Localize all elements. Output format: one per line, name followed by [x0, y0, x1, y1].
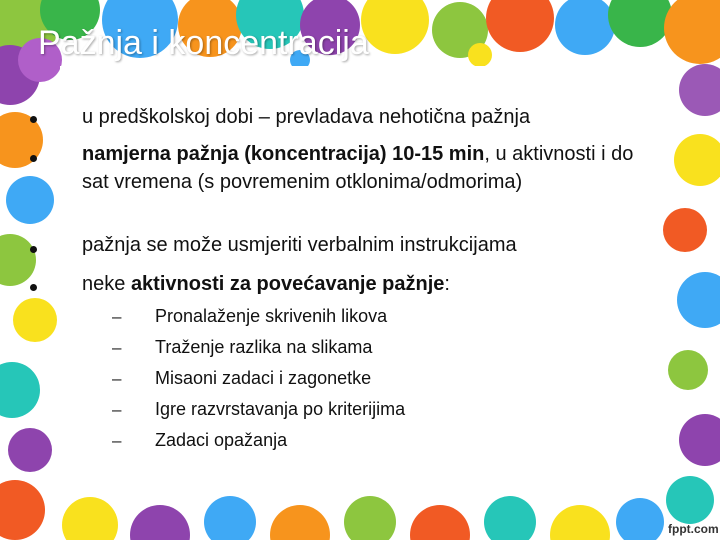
bullet-item: [82, 103, 638, 131]
dash-marker: –: [112, 307, 122, 326]
bullet-dot: [30, 284, 37, 291]
dash-marker: –: [112, 400, 122, 419]
bullet-bold-text: aktivnosti za povećavanje pažnje: [130, 273, 445, 295]
bullet-text: :: [444, 273, 450, 295]
dash-marker: –: [112, 431, 122, 450]
bullet-bold-text: namjerna pažnja (koncentracija) 10-15 min: [82, 143, 485, 165]
sub-list-item: Pronalaženje skrivenih likova: [155, 306, 388, 326]
bullet-item: [82, 140, 638, 196]
sub-list-item: Zadaci opažanja: [155, 430, 288, 450]
bullet-item: [82, 231, 638, 259]
bullet-text: neke: [82, 273, 131, 295]
bullet-text: u predškolskoj dobi – prevladava nehotična pažnja: [82, 106, 531, 128]
sub-list-item: Igre razvrstavanja po kriterijima: [155, 399, 406, 419]
slide-title: Pažnja i koncentracija: [38, 24, 369, 62]
fppt-logo: fppt.com: [668, 522, 719, 536]
bullet-item: [82, 270, 638, 298]
bullet-dot: [30, 155, 37, 162]
bullet-text: pažnja se može usmjeriti verbalnim instrukcijama: [82, 234, 517, 256]
sub-list-item: Misaoni zadaci i zagonetke: [155, 368, 372, 388]
dash-marker: –: [112, 338, 122, 357]
dash-marker: –: [112, 369, 122, 388]
bullet-dot: [30, 116, 37, 123]
sub-list-item: Traženje razlika na slikama: [155, 337, 373, 357]
bullet-dot: [30, 246, 37, 253]
bullet-text: , u aktivnosti i do sat vremena (s povremenim otklonima/odmorima): [82, 143, 634, 193]
